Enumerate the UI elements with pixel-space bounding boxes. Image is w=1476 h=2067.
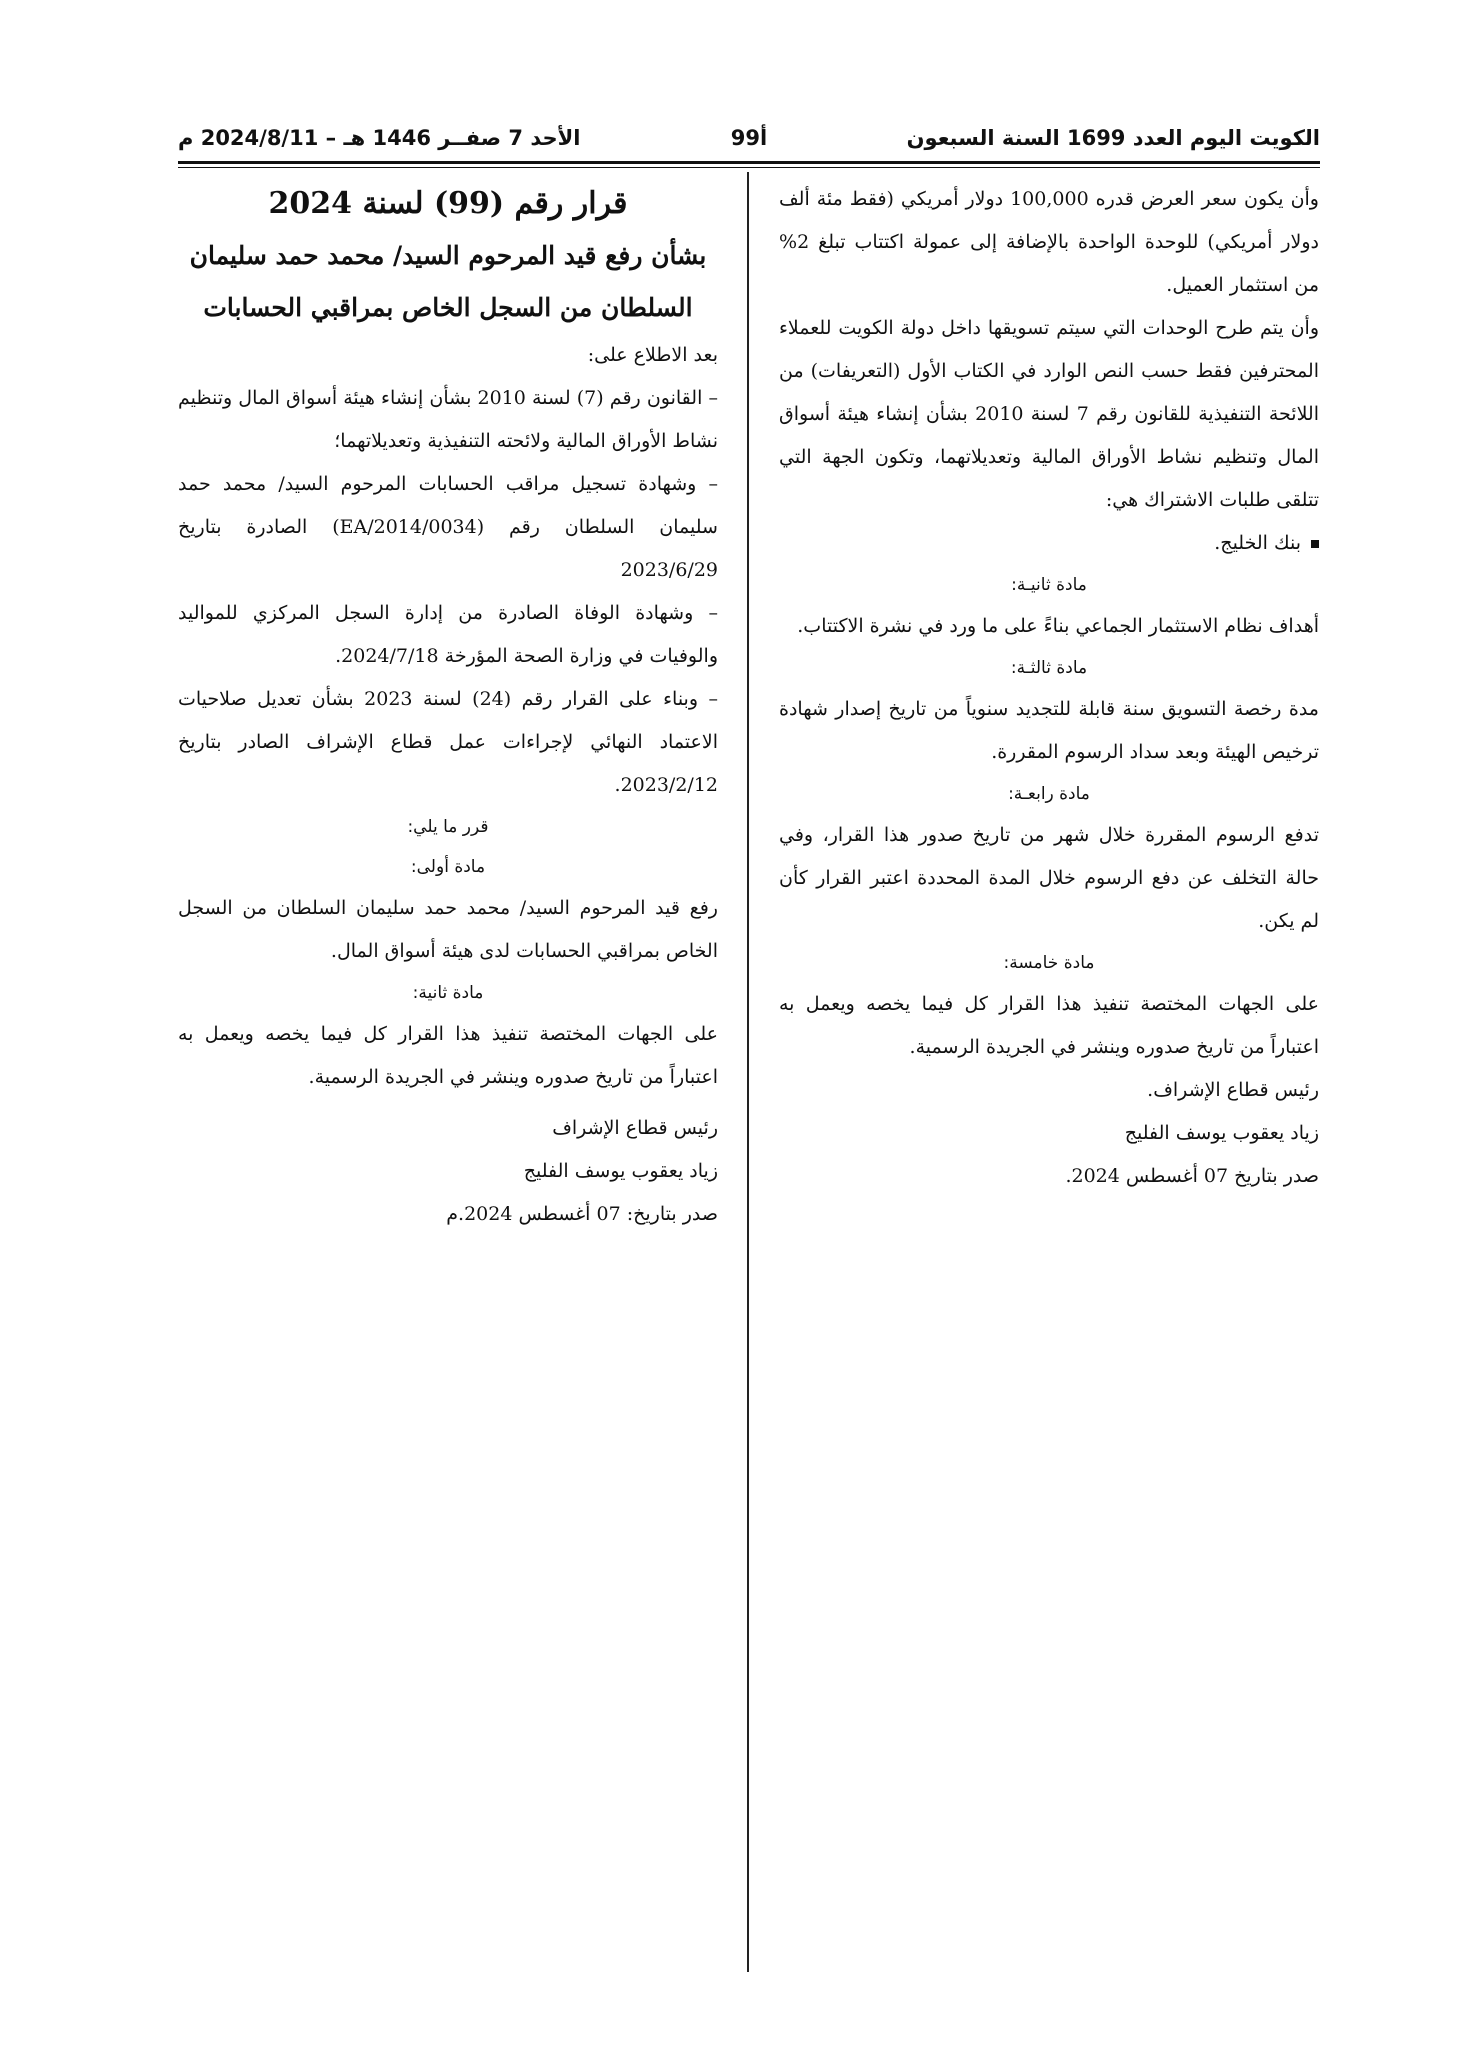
article-text-2: أهداف نظام الاستثمار الجماعي بناءً على ما ورد في نشرة الاكتتاب. bbox=[797, 615, 1319, 637]
article-text-5: على الجهات المختصة تنفيذ هذا القرار كل فيما يخصه ويعمل به اعتباراً من تاريخ صدوره وينشر في الجريدة الرسمية. bbox=[779, 993, 1319, 1058]
issue-date: صدر بتاريخ 07 أغسطس 2024. bbox=[1065, 1165, 1319, 1187]
reference-item-1: – القانون رقم (7) لسنة 2010 بشأن إنشاء هيئة أسواق المال وتنظيم نشاط الأوراق المالية ولائحته التنفيذية وتعديلاتهما؛ bbox=[178, 387, 718, 452]
reference-item-3: – وشهادة الوفاة الصادرة من إدارة السجل المركزي للمواليد والوفيات في وزارة الصحة المؤرخة 2024/7/18. bbox=[178, 602, 718, 667]
decision-subtitle-line1: بشأن رفع قيد المرحوم السيد/ محمد حمد سليمان bbox=[189, 241, 707, 270]
signatory-title: رئيس قطاع الإشراف. bbox=[1147, 1079, 1319, 1101]
signatory-name: زياد يعقوب يوسف الفليج bbox=[1124, 1122, 1319, 1144]
article-heading-1: مادة أولى: bbox=[410, 857, 486, 877]
reference-item-2: – وشهادة تسجيل مراقب الحسابات المرحوم السيد/ محمد حمد سليمان السلطان رقم (EA/2014/0034) الصادرة بتاريخ 2023/6/29 bbox=[178, 473, 718, 581]
article-heading-3: مادة ثالثـة: bbox=[1010, 658, 1088, 678]
article-heading-5: مادة خامسة: bbox=[1003, 953, 1095, 973]
issue-date-left: صدر بتاريخ: 07 أغسطس 2024.م bbox=[446, 1203, 718, 1225]
reference-item-4: – وبناء على القرار رقم (24) لسنة 2023 بشأن تعديل صلاحيات الاعتماد النهائي لإجراءات عمل قطاع الإشراف الصادر بتاريخ 2023/2/12. bbox=[178, 688, 719, 796]
article-heading-4: مادة رابعـة: bbox=[1008, 784, 1090, 804]
header-date: الأحد 7 صفــر 1446 هـ – 2024/8/11 م bbox=[178, 126, 581, 150]
article-text-4: تدفع الرسوم المقررة خلال شهر من تاريخ صدور هذا القرار، وفي حالة التخلف عن دفع الرسوم خلال المدة المحددة اعتبر القرار كأن لم يكن. bbox=[779, 824, 1319, 932]
right-column bbox=[779, 178, 1319, 1198]
bullet-item bbox=[779, 522, 1319, 565]
signatory-title-left: رئيس قطاع الإشراف bbox=[552, 1117, 718, 1139]
header-rule-thin bbox=[178, 167, 1320, 168]
column-divider bbox=[747, 172, 749, 1972]
header-page-number: أ99 bbox=[730, 126, 768, 150]
square-bullet-icon bbox=[1311, 540, 1319, 548]
page-header bbox=[178, 118, 1320, 158]
decision-title: قرار رقم (99) لسنة 2024 bbox=[268, 186, 628, 221]
article-heading-2-left: مادة ثانية: bbox=[412, 983, 484, 1003]
spacer bbox=[178, 1099, 718, 1107]
paragraph-offer-price: وأن يكون سعر العرض قدره 100,000 دولار أمريكي (فقط مئة ألف دولار أمريكي) للوحدة الواحدة بالإضافة إلى عمولة اكتتاب تبلغ 2% من استثمار العميل. bbox=[779, 188, 1319, 296]
intro-text: بعد الاطلاع على: bbox=[587, 344, 718, 366]
article-heading-2: مادة ثانيـة: bbox=[1011, 575, 1087, 595]
header-rule-thick bbox=[178, 161, 1320, 164]
article-text-3: مدة رخصة التسويق سنة قابلة للتجديد سنوياً من تاريخ إصدار شهادة ترخيص الهيئة وبعد سداد الرسوم المقررة. bbox=[779, 698, 1319, 763]
paragraph-units-marketing: وأن يتم طرح الوحدات التي سيتم تسويقها داخل دولة الكويت للعملاء المحترفين فقط حسب النص الوارد في الكتاب الأول (التعريفات) من اللائحة التنفيذية للقانون رقم 7 لسنة 2010 بشأن إنشاء هيئة أسواق المال وتنظيم نشاط الأوراق المالية وتعديلاتهما، وتكون الجهة التي تتلقى طلبات الاشتراك هي: bbox=[779, 317, 1319, 511]
header-issue-info: الكويت اليوم العدد 1699 السنة السبعون bbox=[906, 126, 1320, 150]
article-text-1: رفع قيد المرحوم السيد/ محمد حمد سليمان السلطان من السجل الخاص بمراقبي الحسابات لدى هيئة أسواق المال. bbox=[178, 897, 718, 962]
signatory-name-left: زياد يعقوب يوسف الفليج bbox=[523, 1160, 718, 1182]
article-text-2-left: على الجهات المختصة تنفيذ هذا القرار كل فيما يخصه ويعمل به اعتباراً من تاريخ صدوره وينشر في الجريدة الرسمية. bbox=[178, 1023, 718, 1088]
decision-subtitle-line2: السلطان من السجل الخاص بمراقبي الحسابات bbox=[203, 293, 693, 322]
left-column bbox=[178, 178, 718, 1236]
bullet-text: بنك الخليج. bbox=[1214, 532, 1301, 554]
decided-heading: قرر ما يلي: bbox=[407, 817, 489, 837]
